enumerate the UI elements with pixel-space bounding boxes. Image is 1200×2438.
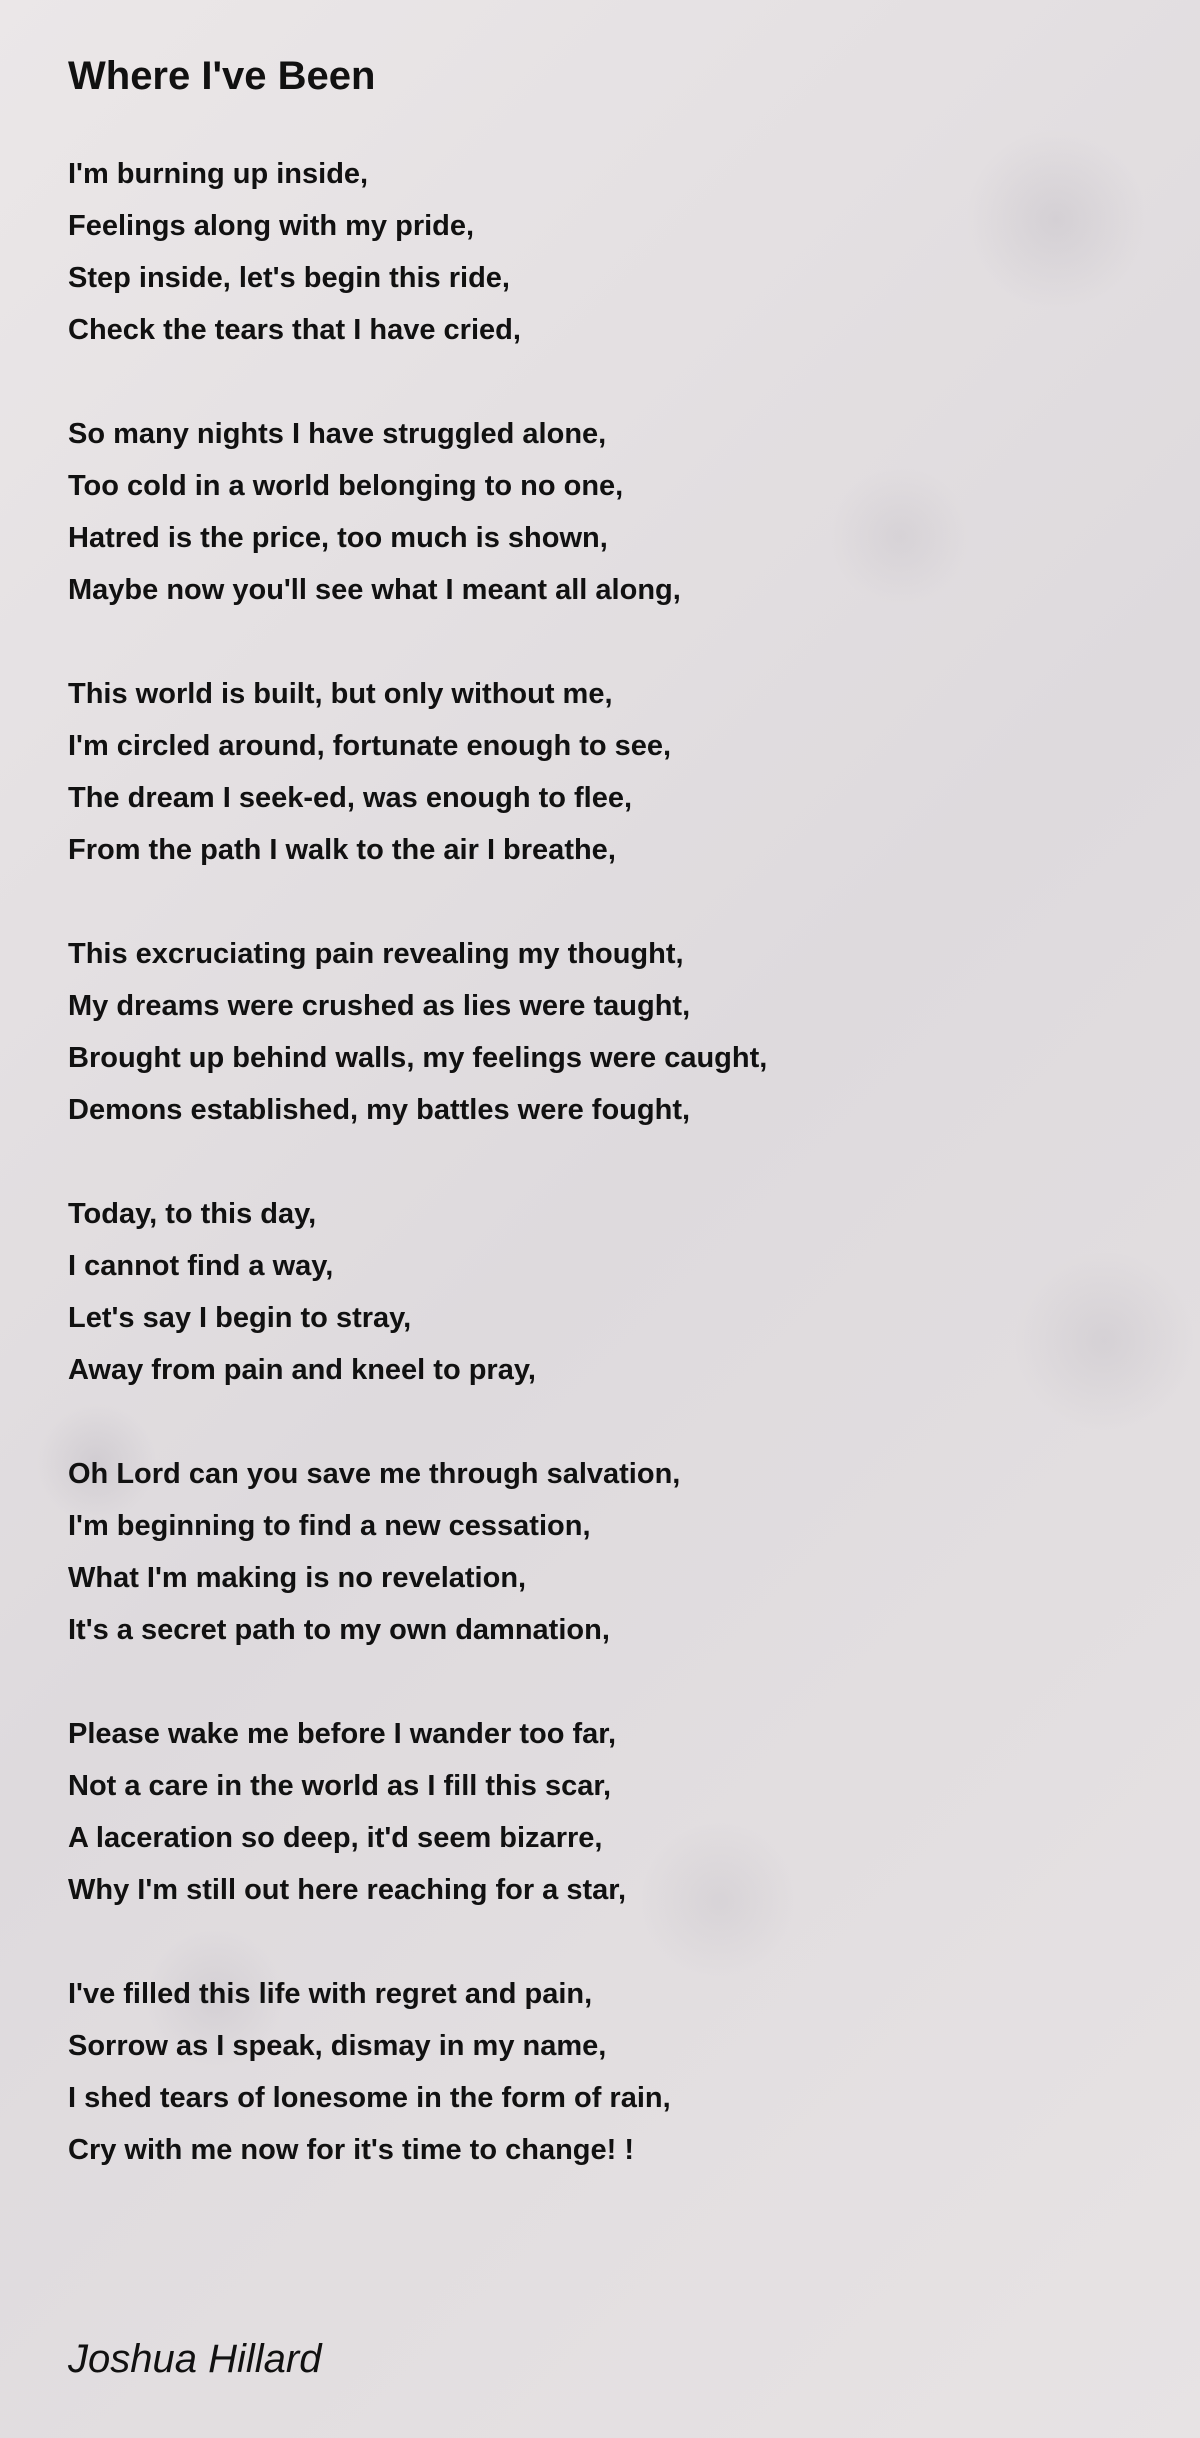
poem-line: This excruciating pain revealing my thought,	[68, 938, 684, 970]
poem-line: This world is built, but only without me,	[68, 678, 613, 710]
poem-title: Where I've Been	[68, 54, 376, 98]
poem-line: Step inside, let's begin this ride,	[68, 262, 510, 294]
poem-line: Please wake me before I wander too far,	[68, 1718, 616, 1750]
poem-line: So many nights I have struggled alone,	[68, 418, 607, 450]
poem-line: The dream I seek-ed, was enough to flee,	[68, 782, 633, 814]
stanza-4	[68, 928, 1148, 1136]
poem-line: Hatred is the price, too much is shown,	[68, 522, 608, 554]
poem-line: It's a secret path to my own damnation,	[68, 1614, 610, 1646]
stanza-7	[68, 1708, 1148, 1916]
poem-page	[68, 50, 1148, 2228]
poem-line: I shed tears of lonesome in the form of rain,	[68, 2082, 671, 2114]
poem-line: A laceration so deep, it'd seem bizarre,	[68, 1822, 603, 1854]
poem-line: Brought up behind walls, my feelings were caught,	[68, 1042, 768, 1074]
poem-line: Not a care in the world as I fill this scar,	[68, 1770, 612, 1802]
stanza-6	[68, 1448, 1148, 1656]
poem-line: Cry with me now for it's time to change! !	[68, 2134, 634, 2166]
poem-line: Away from pain and kneel to pray,	[68, 1354, 536, 1386]
poem-line: Demons established, my battles were fought,	[68, 1094, 691, 1126]
poem-line: From the path I walk to the air I breathe,	[68, 834, 616, 866]
poem-line: Maybe now you'll see what I meant all along,	[68, 574, 681, 606]
poem-line: I'm burning up inside,	[68, 158, 369, 190]
stanza-3	[68, 668, 1148, 876]
poem-line: I cannot find a way,	[68, 1250, 334, 1282]
stanza-1	[68, 148, 1148, 356]
poem-line: I've filled this life with regret and pain,	[68, 1978, 593, 2010]
poem-line: Today, to this day,	[68, 1198, 317, 1230]
poem-line: Sorrow as I speak, dismay in my name,	[68, 2030, 607, 2062]
poem-line: My dreams were crushed as lies were taught,	[68, 990, 691, 1022]
poem-line: I'm circled around, fortunate enough to see,	[68, 730, 672, 762]
poem-line: Too cold in a world belonging to no one,	[68, 470, 624, 502]
poem-line: Why I'm still out here reaching for a star,	[68, 1874, 627, 1906]
poem-line: Feelings along with my pride,	[68, 210, 475, 242]
stanza-2	[68, 408, 1148, 616]
poem-line: Oh Lord can you save me through salvation,	[68, 1458, 681, 1490]
poem-author: Joshua Hillard	[68, 2337, 322, 2381]
stanza-5	[68, 1188, 1148, 1396]
poem-line: What I'm making is no revelation,	[68, 1562, 527, 1594]
poem-line: I'm beginning to find a new cessation,	[68, 1510, 591, 1542]
poem-line: Check the tears that I have cried,	[68, 314, 521, 346]
stanza-8	[68, 1968, 1148, 2176]
poem-line: Let's say I begin to stray,	[68, 1302, 412, 1334]
